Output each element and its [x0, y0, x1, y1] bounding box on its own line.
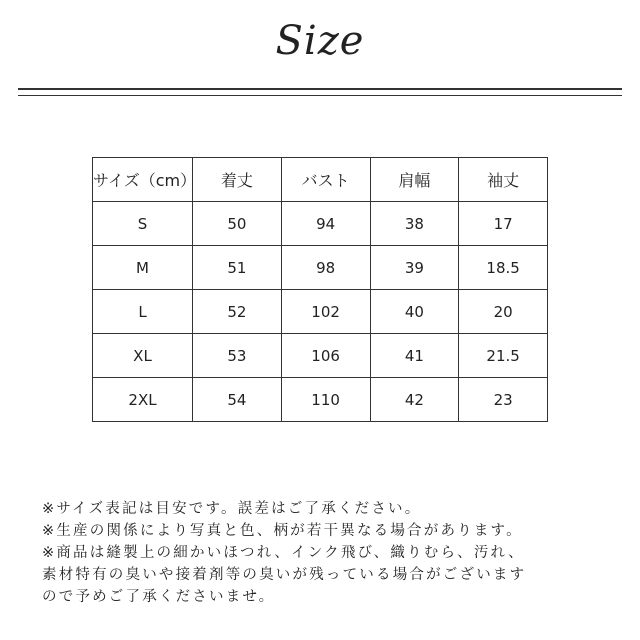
table-row	[93, 378, 548, 422]
notes-block	[42, 498, 612, 608]
cell-size: M	[93, 246, 193, 290]
page-title: Size	[275, 18, 365, 64]
cell-sleeve: 20	[459, 290, 548, 334]
cell-length: 51	[193, 246, 282, 290]
cell-bust: 94	[281, 202, 370, 246]
size-table	[92, 157, 548, 422]
table-header-row	[93, 158, 548, 202]
note-line: 素材特有の臭いや接着剤等の臭いが残っている場合がございます	[42, 567, 527, 583]
cell-shoulder: 40	[370, 290, 459, 334]
note-line: ※商品は縫製上の細かいほつれ、インク飛び、織りむら、汚れ、	[42, 545, 525, 561]
header-size: サイズ（cm）	[93, 158, 193, 202]
cell-shoulder: 41	[370, 334, 459, 378]
cell-shoulder: 39	[370, 246, 459, 290]
cell-sleeve: 18.5	[459, 246, 548, 290]
divider-line-thin	[18, 95, 622, 96]
note-line: ※生産の関係により写真と色、柄が若干異なる場合があります。	[42, 523, 523, 539]
table-row	[93, 202, 548, 246]
cell-sleeve: 21.5	[459, 334, 548, 378]
cell-sleeve: 23	[459, 378, 548, 422]
divider-line	[18, 88, 622, 90]
cell-bust: 106	[281, 334, 370, 378]
cell-bust: 110	[281, 378, 370, 422]
header-bust: バスト	[281, 158, 370, 202]
cell-sleeve: 17	[459, 202, 548, 246]
cell-bust: 98	[281, 246, 370, 290]
header-sleeve: 袖丈	[459, 158, 548, 202]
cell-size: XL	[93, 334, 193, 378]
cell-length: 54	[193, 378, 282, 422]
cell-bust: 102	[281, 290, 370, 334]
note-line: ので予めご了承くださいませ。	[42, 589, 276, 605]
header-shoulder: 肩幅	[370, 158, 459, 202]
table-row	[93, 290, 548, 334]
note-line: ※サイズ表記は目安です。誤差はご了承ください。	[42, 501, 422, 517]
table-row	[93, 334, 548, 378]
cell-shoulder: 42	[370, 378, 459, 422]
header-length: 着丈	[193, 158, 282, 202]
cell-length: 52	[193, 290, 282, 334]
cell-size: L	[93, 290, 193, 334]
cell-length: 53	[193, 334, 282, 378]
cell-shoulder: 38	[370, 202, 459, 246]
cell-size: S	[93, 202, 193, 246]
table-row	[93, 246, 548, 290]
cell-length: 50	[193, 202, 282, 246]
cell-size: 2XL	[93, 378, 193, 422]
